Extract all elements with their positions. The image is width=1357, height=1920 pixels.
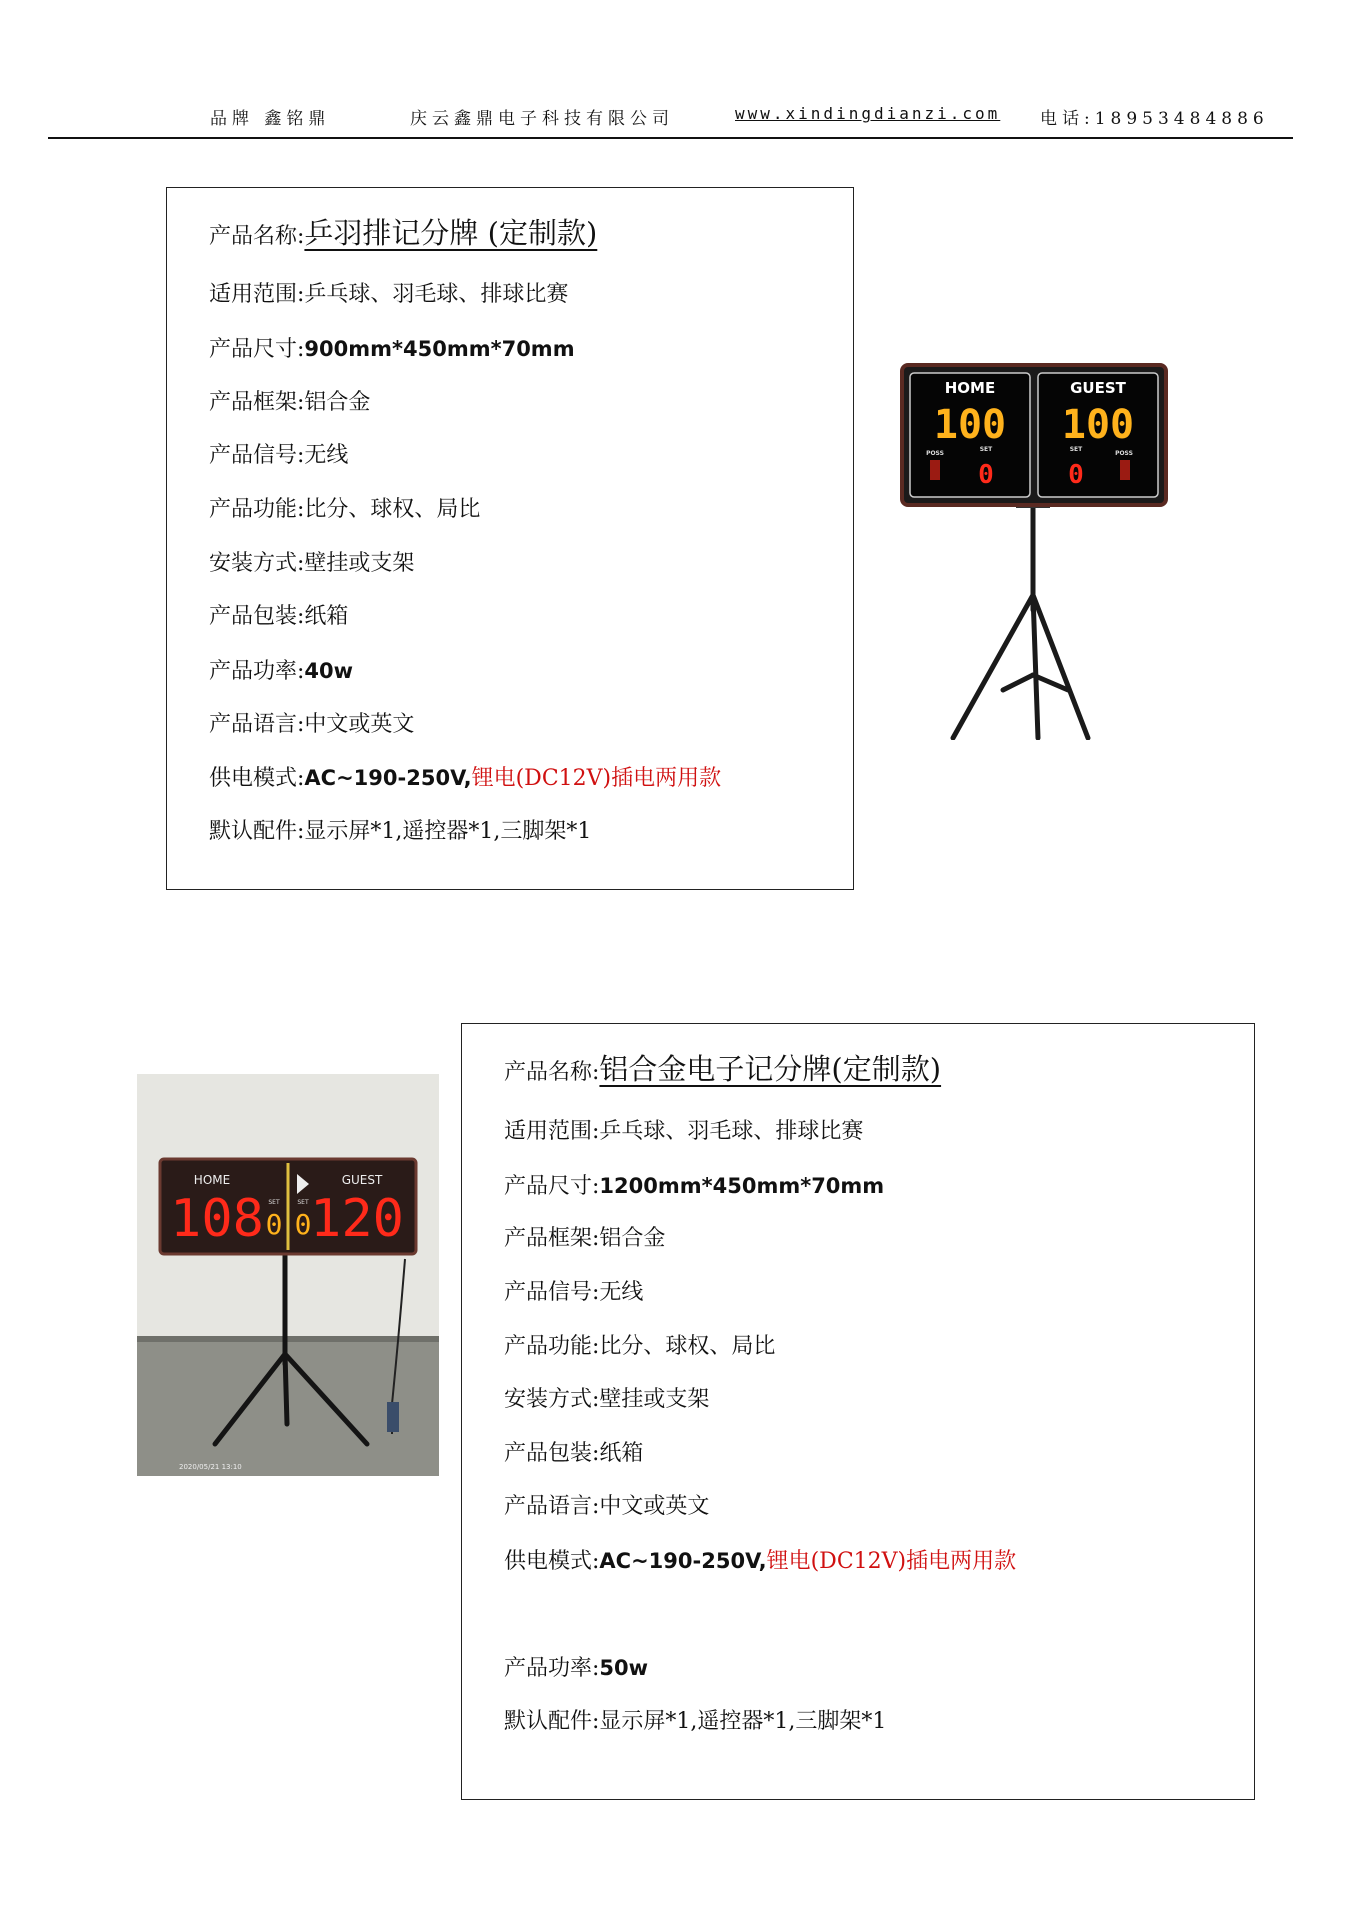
product1-row-packing <box>209 602 348 632</box>
guest-set: 0 <box>1068 460 1084 490</box>
skirting <box>137 1336 439 1342</box>
row-label: 产品尺寸: <box>209 337 305 362</box>
row-value: 纸箱 <box>304 604 349 629</box>
row-value: 乒乓球、羽毛球、排球比赛 <box>304 282 569 307</box>
row-label: 默认配件: <box>209 819 305 844</box>
guest-score: 120 <box>310 1189 404 1249</box>
product2-row-packing <box>504 1439 643 1469</box>
row-label: 产品信号: <box>209 443 305 468</box>
product2-row-accessories <box>504 1707 886 1737</box>
row-label: 适用范围: <box>209 282 305 307</box>
row-value: 900mm*450mm*70mm <box>304 337 575 361</box>
product2-row-size <box>504 1171 884 1202</box>
row-label: 安装方式: <box>504 1387 600 1412</box>
product2-name: 铝合金电子记分牌(定制款) <box>599 1052 942 1086</box>
row-value-highlight: 锂电(DC12V)插电两用款 <box>471 766 722 791</box>
row-value-highlight: 锂电(DC12V)插电两用款 <box>766 1549 1017 1574</box>
product1-name-label: 产品名称: <box>209 224 305 249</box>
row-value: 中文或英文 <box>304 712 415 737</box>
product1-name-row <box>209 218 597 252</box>
row-value: 50w <box>599 1656 649 1680</box>
product2-row-signal <box>504 1278 643 1308</box>
product1-name: 乒羽排记分牌 (定制款) <box>304 216 598 250</box>
website-link[interactable]: www.xindingdianzi.com <box>735 104 1001 123</box>
row-label: 产品功率: <box>209 659 305 684</box>
row-value: 铝合金 <box>304 390 371 415</box>
product1-row-power <box>209 763 721 794</box>
power-adapter <box>387 1402 399 1432</box>
product1-row-scope <box>209 280 568 310</box>
home-poss-indicator <box>930 460 940 480</box>
home-set: 0 <box>978 460 994 490</box>
product2-photo <box>137 1074 439 1476</box>
row-value: 显示屏*1,遥控器*1,三脚架*1 <box>599 1709 887 1734</box>
row-value: AC~190-250V, <box>304 766 472 790</box>
row-label: 供电模式: <box>504 1549 600 1574</box>
row-label: 产品功能: <box>504 1334 600 1359</box>
row-value: 壁挂或支架 <box>599 1387 710 1412</box>
product2-row-language <box>504 1492 709 1522</box>
row-label: 产品功率: <box>504 1656 600 1681</box>
product1-photo <box>888 350 1178 740</box>
home-score: 108 <box>170 1189 264 1249</box>
product1-row-frame <box>209 388 370 418</box>
guest-set-label: SET <box>297 1199 309 1206</box>
row-value: 40w <box>304 659 354 683</box>
guest-poss-label: POSS <box>1115 450 1133 457</box>
home-set-label: SET <box>979 446 993 453</box>
row-value: 乒乓球、羽毛球、排球比赛 <box>599 1119 864 1144</box>
product2-row-power <box>504 1546 1016 1577</box>
row-label: 产品包装: <box>209 604 305 629</box>
product1-spec-box <box>166 187 854 890</box>
product2-name-row <box>504 1054 941 1088</box>
row-value: 无线 <box>304 443 349 468</box>
row-value: AC~190-250V, <box>599 1549 767 1573</box>
row-value: 比分、球权、局比 <box>599 1334 776 1359</box>
row-value: 1200mm*450mm*70mm <box>599 1174 885 1198</box>
header-divider <box>48 137 1293 139</box>
product1-row-wattage <box>209 656 353 687</box>
row-value: 比分、球权、局比 <box>304 497 481 522</box>
row-value: 铝合金 <box>599 1226 666 1251</box>
row-label: 默认配件: <box>504 1709 600 1734</box>
product2-spec-box <box>461 1023 1255 1800</box>
row-value: 纸箱 <box>599 1441 644 1466</box>
row-label: 产品框架: <box>504 1226 600 1251</box>
product2-row-frame <box>504 1224 665 1254</box>
product1-row-accessories <box>209 817 591 847</box>
page-header <box>210 100 1287 128</box>
row-value: 中文或英文 <box>599 1494 710 1519</box>
row-label: 产品信号: <box>504 1280 600 1305</box>
row-label: 适用范围: <box>504 1119 600 1144</box>
product1-row-size <box>209 334 575 365</box>
row-label: 产品框架: <box>209 390 305 415</box>
company-name: 庆云鑫鼎电子科技有限公司 <box>410 109 674 129</box>
row-label: 产品尺寸: <box>504 1174 600 1199</box>
product2-name-label: 产品名称: <box>504 1060 600 1085</box>
home-set-label: SET <box>268 1199 280 1206</box>
product1-row-install <box>209 549 414 579</box>
row-label: 产品语言: <box>504 1494 600 1519</box>
product2-row-function <box>504 1332 775 1362</box>
row-label: 产品功能: <box>209 497 305 522</box>
tripod-icon <box>953 500 1088 738</box>
product2-row-wattage <box>504 1653 648 1684</box>
product2-row-install <box>504 1385 709 1415</box>
home-poss-label: POSS <box>926 450 944 457</box>
home-label: HOME <box>193 1173 231 1187</box>
home-label: HOME <box>944 379 996 397</box>
product1-row-function <box>209 495 480 525</box>
home-set: 0 <box>265 1208 283 1241</box>
guest-score: 100 <box>1061 402 1135 448</box>
product1-row-signal <box>209 441 348 471</box>
phone-number: 电话:18953484886 <box>1040 109 1269 129</box>
product2-row-scope <box>504 1117 863 1147</box>
guest-poss-indicator <box>1120 460 1130 480</box>
guest-label: GUEST <box>1070 379 1126 397</box>
photo-timestamp: 2020/05/21 13:10 <box>179 1463 242 1471</box>
row-value: 显示屏*1,遥控器*1,三脚架*1 <box>304 819 592 844</box>
guest-label: GUEST <box>341 1173 383 1187</box>
row-label: 供电模式: <box>209 766 305 791</box>
row-label: 安装方式: <box>209 551 305 576</box>
row-label: 产品语言: <box>209 712 305 737</box>
product1-row-language <box>209 710 414 740</box>
guest-set: 0 <box>294 1208 312 1241</box>
guest-set-label: SET <box>1069 446 1083 453</box>
home-score: 100 <box>933 402 1007 448</box>
brand-text: 品牌 鑫铭鼎 <box>210 109 331 129</box>
row-value: 无线 <box>599 1280 644 1305</box>
row-value: 壁挂或支架 <box>304 551 415 576</box>
row-label: 产品包装: <box>504 1441 600 1466</box>
